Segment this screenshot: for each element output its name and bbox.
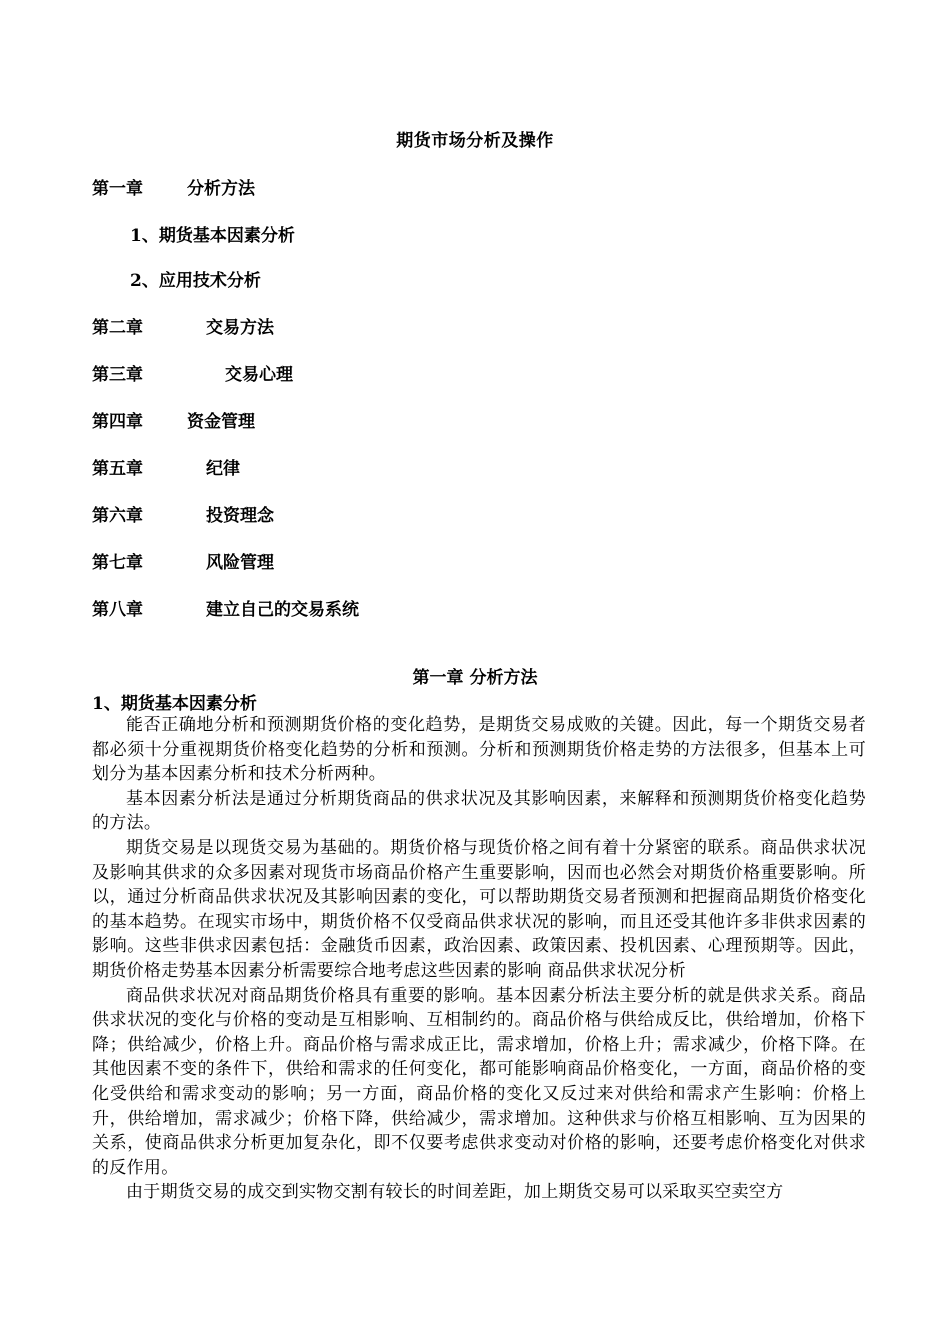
toc-chapter-5 <box>92 454 240 479</box>
body-paragraph: 基本因素分析法是通过分析期货商品的供求状况及其影响因素，来解释和预测期货价格变化趋势的方法。 <box>92 788 866 834</box>
section-body <box>92 713 866 1205</box>
toc-chapter-number: 第五章 <box>92 459 143 479</box>
toc-chapter-4 <box>92 407 255 432</box>
toc-chapter-name: 资金管理 <box>187 412 255 432</box>
toc-chapter-8 <box>92 595 359 620</box>
toc-chapter-number: 第七章 <box>92 553 143 573</box>
toc-chapter-name: 分析方法 <box>187 179 255 199</box>
toc-subsection-1: 1、期货基本因素分析 <box>130 226 295 246</box>
toc-chapter-name: 交易心理 <box>225 365 293 385</box>
section-subheading: 1、期货基本因素分析 <box>92 694 257 714</box>
toc-chapter-name: 纪律 <box>206 459 240 479</box>
body-paragraph: 由于期货交易的成交到实物交割有较长的时间差距，加上期货交易可以采取买空卖空方 <box>126 1182 784 1203</box>
toc-chapter-name: 投资理念 <box>206 506 274 526</box>
toc-chapter-3 <box>92 360 293 385</box>
toc-chapter-number: 第四章 <box>92 412 143 432</box>
toc-chapter-number: 第六章 <box>92 506 143 526</box>
body-paragraph: 能否正确地分析和预测期货价格的变化趋势，是期货交易成败的关键。因此，每一个期货交易者都必须十分重视期货价格变化趋势的分析和预测。分析和预测期货价格走势的方法很多，但基本上可划分为基本因素分析和技术分析两种。 <box>92 715 866 785</box>
body-paragraph: 商品供求状况对商品期货价格具有重要的影响。基本因素分析法主要分析的就是供求关系。商品供求状况的变化与价格的变动是互相影响、互相制约的。商品价格与供给成反比，供给增加，价格下降；供给减少，价格上升。商品价格与需求成正比，需求增加，价格上升；需求减少，价格下降。在其他因素不变的条件下，供给和需求的任何变化，都可能影响商品价格变化，一方面，商品价格的变化受供给和需求变动的影响；另一方面，商品价格的变化又反过来对供给和需求产生影响：价格上升，供给增加，需求减少；价格下降，供给减少，需求增加。这种供求与价格互相影响、互为因果的关系，使商品供求分析更加复杂化，即不仅要考虑供求变动对价格的影响，还要考虑价格变化对供求的反作用。 <box>92 985 866 1178</box>
document-title: 期货市场分析及操作 <box>396 131 554 151</box>
toc-chapter-number: 第八章 <box>92 600 143 620</box>
body-paragraph: 期货交易是以现货交易为基础的。期货价格与现货价格之间有着十分紧密的联系。商品供求状况及影响其供求的众多因素对现货市场商品价格产生重要影响，因而也必然会对期货价格重要影响。所以，通过分析商品供求状况及其影响因素的变化，可以帮助期货交易者预测和把握商品期货价格变化的基本趋势。在现实市场中，期货价格不仅受商品供求状况的影响，而且还受其他许多非供求因素的影响。这些非供求因素包括：金融货币因素，政治因素、政策因素、投机因素、心理预期等。因此，期货价格走势基本因素分析需要综合地考虑这些因素的影响 商品供求状况分析 <box>92 837 866 981</box>
toc-subsection-2: 2、应用技术分析 <box>130 271 261 291</box>
toc-chapter-number: 第三章 <box>92 365 143 385</box>
toc-chapter-name: 建立自己的交易系统 <box>206 600 359 620</box>
toc-chapter-number: 第二章 <box>92 318 143 338</box>
toc-chapter-number: 第一章 <box>92 179 143 199</box>
section-heading: 第一章 分析方法 <box>412 668 538 688</box>
toc-chapter-7 <box>92 548 274 573</box>
toc-chapter-2 <box>92 313 274 338</box>
toc-chapter-1 <box>92 174 255 199</box>
toc-chapter-name: 交易方法 <box>206 318 274 338</box>
toc-chapter-6 <box>92 501 274 526</box>
toc-chapter-name: 风险管理 <box>206 553 274 573</box>
